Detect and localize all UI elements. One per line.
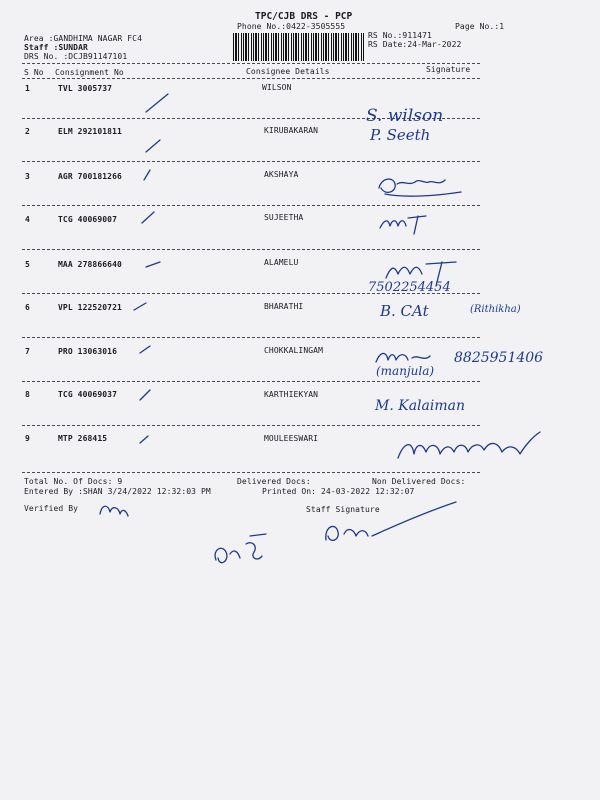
entered-by: Entered By :SHAN 3/24/2022 12:32:03 PM: [24, 487, 211, 496]
signature-4: [378, 210, 438, 236]
row-consignee: WILSON: [262, 83, 292, 92]
row-consignee: KARTHIEKYAN: [264, 390, 319, 399]
row-consignee: KIRUBAKARAN: [264, 126, 319, 135]
drs-number: DRS No. :DCJB91147101: [24, 52, 128, 61]
row-sno: 3: [25, 172, 30, 181]
row-consignee: SUJEETHA: [264, 213, 304, 222]
row-sno: 9: [25, 434, 30, 443]
verified-by-signature: [96, 500, 132, 522]
tick-mark: [134, 303, 146, 310]
row-consignment: VPL 122520721: [58, 303, 122, 312]
non-delivered-docs: Non Delivered Docs:: [372, 477, 466, 486]
row-consignee: BHARATHI: [264, 302, 304, 311]
row-consignment: MAA 278866640: [58, 260, 122, 269]
rs-number: RS No.:911471: [368, 31, 432, 40]
col-header-consignee: Consignee Details: [246, 67, 330, 76]
tick-mark: [146, 94, 168, 112]
row-consignment: TCG 40069007: [58, 215, 117, 224]
row-sno: 7: [25, 347, 30, 356]
signature-8: M. Kalaiman: [375, 398, 465, 414]
tick-mark: [140, 436, 148, 443]
signature-2: P. Seeth: [370, 126, 431, 144]
signature-7-note: (manjula): [376, 364, 435, 378]
signature-9: [394, 428, 544, 468]
page-number: Page No.:1: [455, 22, 505, 31]
col-header-consignment: Consignment No: [55, 68, 124, 77]
rs-date: RS Date:24-Mar-2022: [368, 40, 462, 49]
row-consignee: MOULEESWARI: [264, 434, 319, 443]
signature-6: B. CAt: [380, 302, 429, 320]
verified-by-label: Verified By: [24, 504, 79, 513]
row-consignment: AGR 700181266: [58, 172, 122, 181]
row-consignment: TVL 3005737: [58, 84, 113, 93]
row-sno: 4: [25, 215, 30, 224]
row-consignment: MTP 268415: [58, 434, 108, 443]
row-consignee: CHOKKALINGAM: [264, 346, 323, 355]
row-consignment: TCG 40069037: [58, 390, 117, 399]
tick-mark: [140, 346, 150, 353]
row-sno: 2: [25, 127, 30, 136]
tick-mark: [146, 262, 160, 267]
verifier-initials: [210, 530, 272, 576]
printed-on: Printed On: 24-03-2022 12:32:07: [262, 487, 415, 496]
phone-number: Phone No.:0422-3505555: [237, 22, 346, 31]
row-consignee: ALAMELU: [264, 258, 299, 267]
row-consignment: PRO 13063016: [58, 347, 117, 356]
signature-5-phone: 7502254454: [368, 280, 451, 295]
area-label: Area :GANDHIMA NAGAR FC4: [24, 34, 142, 43]
row-consignee: AKSHAYA: [264, 170, 299, 179]
signature-3: [375, 170, 465, 202]
signature-1: S. wilson: [366, 106, 444, 126]
staff-signature-label: Staff Signature: [306, 505, 380, 514]
row-sno: 6: [25, 303, 30, 312]
row-sno: 1: [25, 84, 30, 93]
row-sno: 8: [25, 390, 30, 399]
staff-signature: [320, 500, 460, 550]
tick-mark: [142, 212, 154, 223]
tick-mark: [140, 390, 150, 400]
signature-7-phone: 8825951406: [454, 350, 544, 366]
signature-6-note: (Rithikha): [470, 304, 521, 315]
tick-mark: [146, 140, 160, 152]
staff-label: Staff :SUNDAR: [24, 43, 88, 52]
document-title: TPC/CJB DRS - PCP: [255, 11, 353, 22]
row-consignment: ELM 292101811: [58, 127, 122, 136]
tick-mark: [144, 170, 150, 180]
delivered-docs: Delivered Docs:: [237, 477, 311, 486]
row-sno: 5: [25, 260, 30, 269]
total-docs: Total No. Of Docs: 9: [24, 477, 123, 486]
col-header-signature: Signature: [426, 65, 471, 74]
col-header-sno: S No: [24, 68, 44, 77]
